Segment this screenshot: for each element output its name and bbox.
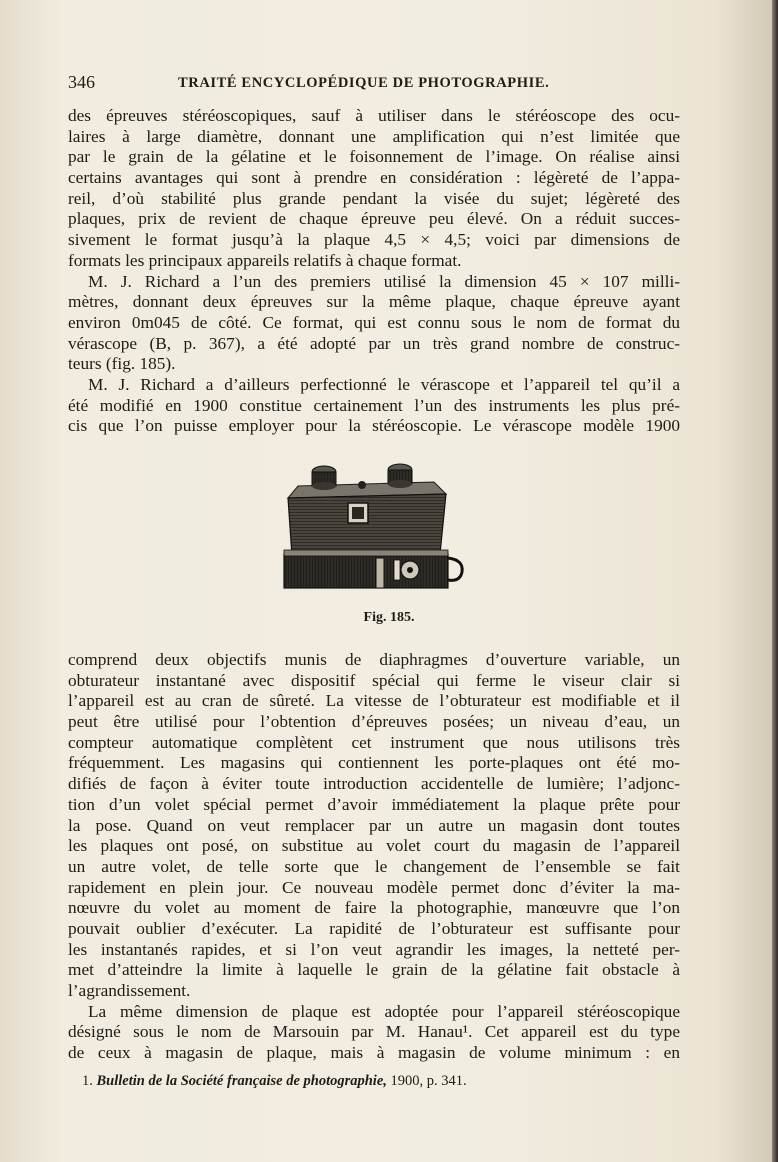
text-line: M. J. Richard a d’ailleurs perfectionné le vérascope et l’appareil tel qu’il a [88, 374, 680, 394]
text-line: environ 0m045 de côté. Ce format, qui est connu sous le nom de format du [68, 312, 680, 332]
text-line: des épreuves stéréoscopiques, sauf à utiliser dans le stéréoscope des ocu- [68, 106, 680, 125]
paragraph-bottom [68, 650, 680, 1064]
text-line: tion d’un volet spécial permet d’avoir immédiatement la plaque prête pour [68, 794, 680, 814]
text-line: les instantanés rapides, et si l’on veut agrandir les images, la netteté per- [68, 939, 680, 959]
camera-engraving [276, 458, 472, 598]
footnote-marker: 1. [82, 1073, 93, 1089]
text-line: reil, d’où stabilité plus grande pendant la visée du sujet; légèreté des [68, 188, 680, 208]
text-line: teurs (fig. 185). [68, 354, 176, 374]
text-line: pouvait oublier d’exécuter. La rapidité de l’obturateur est suffisante pour [68, 918, 680, 938]
text-line: M. J. Richard a l’un des premiers utilisé la dimension 45 × 107 milli- [88, 271, 680, 291]
text-line: les plaques ont posé, on substitue au volet court du magasin de l’appareil [68, 836, 680, 856]
text-line: par le grain de la gélatine et le foisonnement de l’image. On réalise ainsi [68, 147, 680, 167]
text-line: nœuvre du volet au moment de faire la photographie, manœuvre que l’on [68, 898, 680, 918]
text-line: plaques, prix de revient de chaque épreuve peu élevé. On a réduit succes- [68, 209, 680, 229]
text-line: mètres, donnant deux épreuves sur la même plaque, chaque épreuve ayant [68, 292, 680, 312]
footnote-title: Bulletin de la Société française de photographie, [96, 1073, 387, 1089]
text-line: sivement le format jusqu’à la plaque 4,5 × 4,5; voici par dimensions de [68, 230, 680, 250]
text-line: laires à large diamètre, donnant une amplification qui n’est limitée que [68, 126, 680, 146]
text-line: met d’atteindre la limite à laquelle le grain de la gélatine fait obstacle à [68, 960, 680, 980]
text-line: La même dimension de plaque est adoptée pour l’appareil stéréoscopique [88, 1001, 680, 1021]
text-line: formats les principaux appareils relatifs à chaque format. [68, 250, 462, 270]
text-line: un autre volet, de telle sorte que le changement de l’ensemble se fait [68, 856, 680, 876]
stereo-camera-illustration [276, 458, 472, 598]
footnote-reference: 1900, p. 341. [390, 1073, 467, 1089]
text-line: vérascope (B, p. 367), a été adopté par un très grand nombre de construc- [68, 333, 680, 353]
text-line: certains avantages qui sont à prendre en considération : légèreté de l’appa- [68, 168, 680, 188]
text-line: l’appareil est au cran de sûreté. La vitesse de l’obturateur est modifiable et il [68, 691, 680, 711]
text-line: de ceux à magasin de plaque, mais à magasin de volume minimum : en [68, 1043, 680, 1063]
figure-caption: Fig. 185. [363, 610, 415, 625]
text-line: été modifié en 1900 constitue certainement l’un des instruments les plus pré- [68, 395, 680, 415]
page-number: 346 [68, 72, 95, 92]
running-title: TRAITÉ ENCYCLOPÉDIQUE DE PHOTOGRAPHIE. [178, 75, 550, 91]
paragraph-top [68, 106, 680, 437]
text-line: l’agrandissement. [68, 981, 191, 1000]
page-edge-shadow [772, 0, 778, 1162]
text-line: compteur automatique complètent cet instrument que nous utilisons très [68, 732, 680, 752]
footnote [82, 1073, 682, 1090]
text-line: difiés de façon à éviter toute introduction accidentelle de lumière; l’adjonc- [68, 774, 680, 794]
text-line: obturateur instantané avec dispositif spécial qui ferme le viseur clair si [68, 670, 680, 690]
text-line: peut être utilisé pour l’obtention d’épreuves posées; un niveau d’eau, un [68, 712, 680, 732]
text-line: la pose. Quand on veut remplacer par un autre un magasin dont toutes [68, 815, 680, 835]
text-line: comprend deux objectifs munis de diaphragmes d’ouverture variable, un [68, 650, 680, 669]
page-header [68, 72, 678, 96]
text-line: cis que l’on puisse employer pour la stéréoscopie. Le vérascope modèle 1900 [68, 416, 680, 436]
text-line: désigné sous le nom de Marsouin par M. Hanau¹. Cet appareil est du type [68, 1022, 680, 1042]
text-line: rapidement en plein jour. Ce nouveau modèle permet donc d’éviter la ma- [68, 877, 680, 897]
text-line: fréquemment. Les magasins qui contiennent les porte-plaques ont été mo- [68, 753, 680, 773]
